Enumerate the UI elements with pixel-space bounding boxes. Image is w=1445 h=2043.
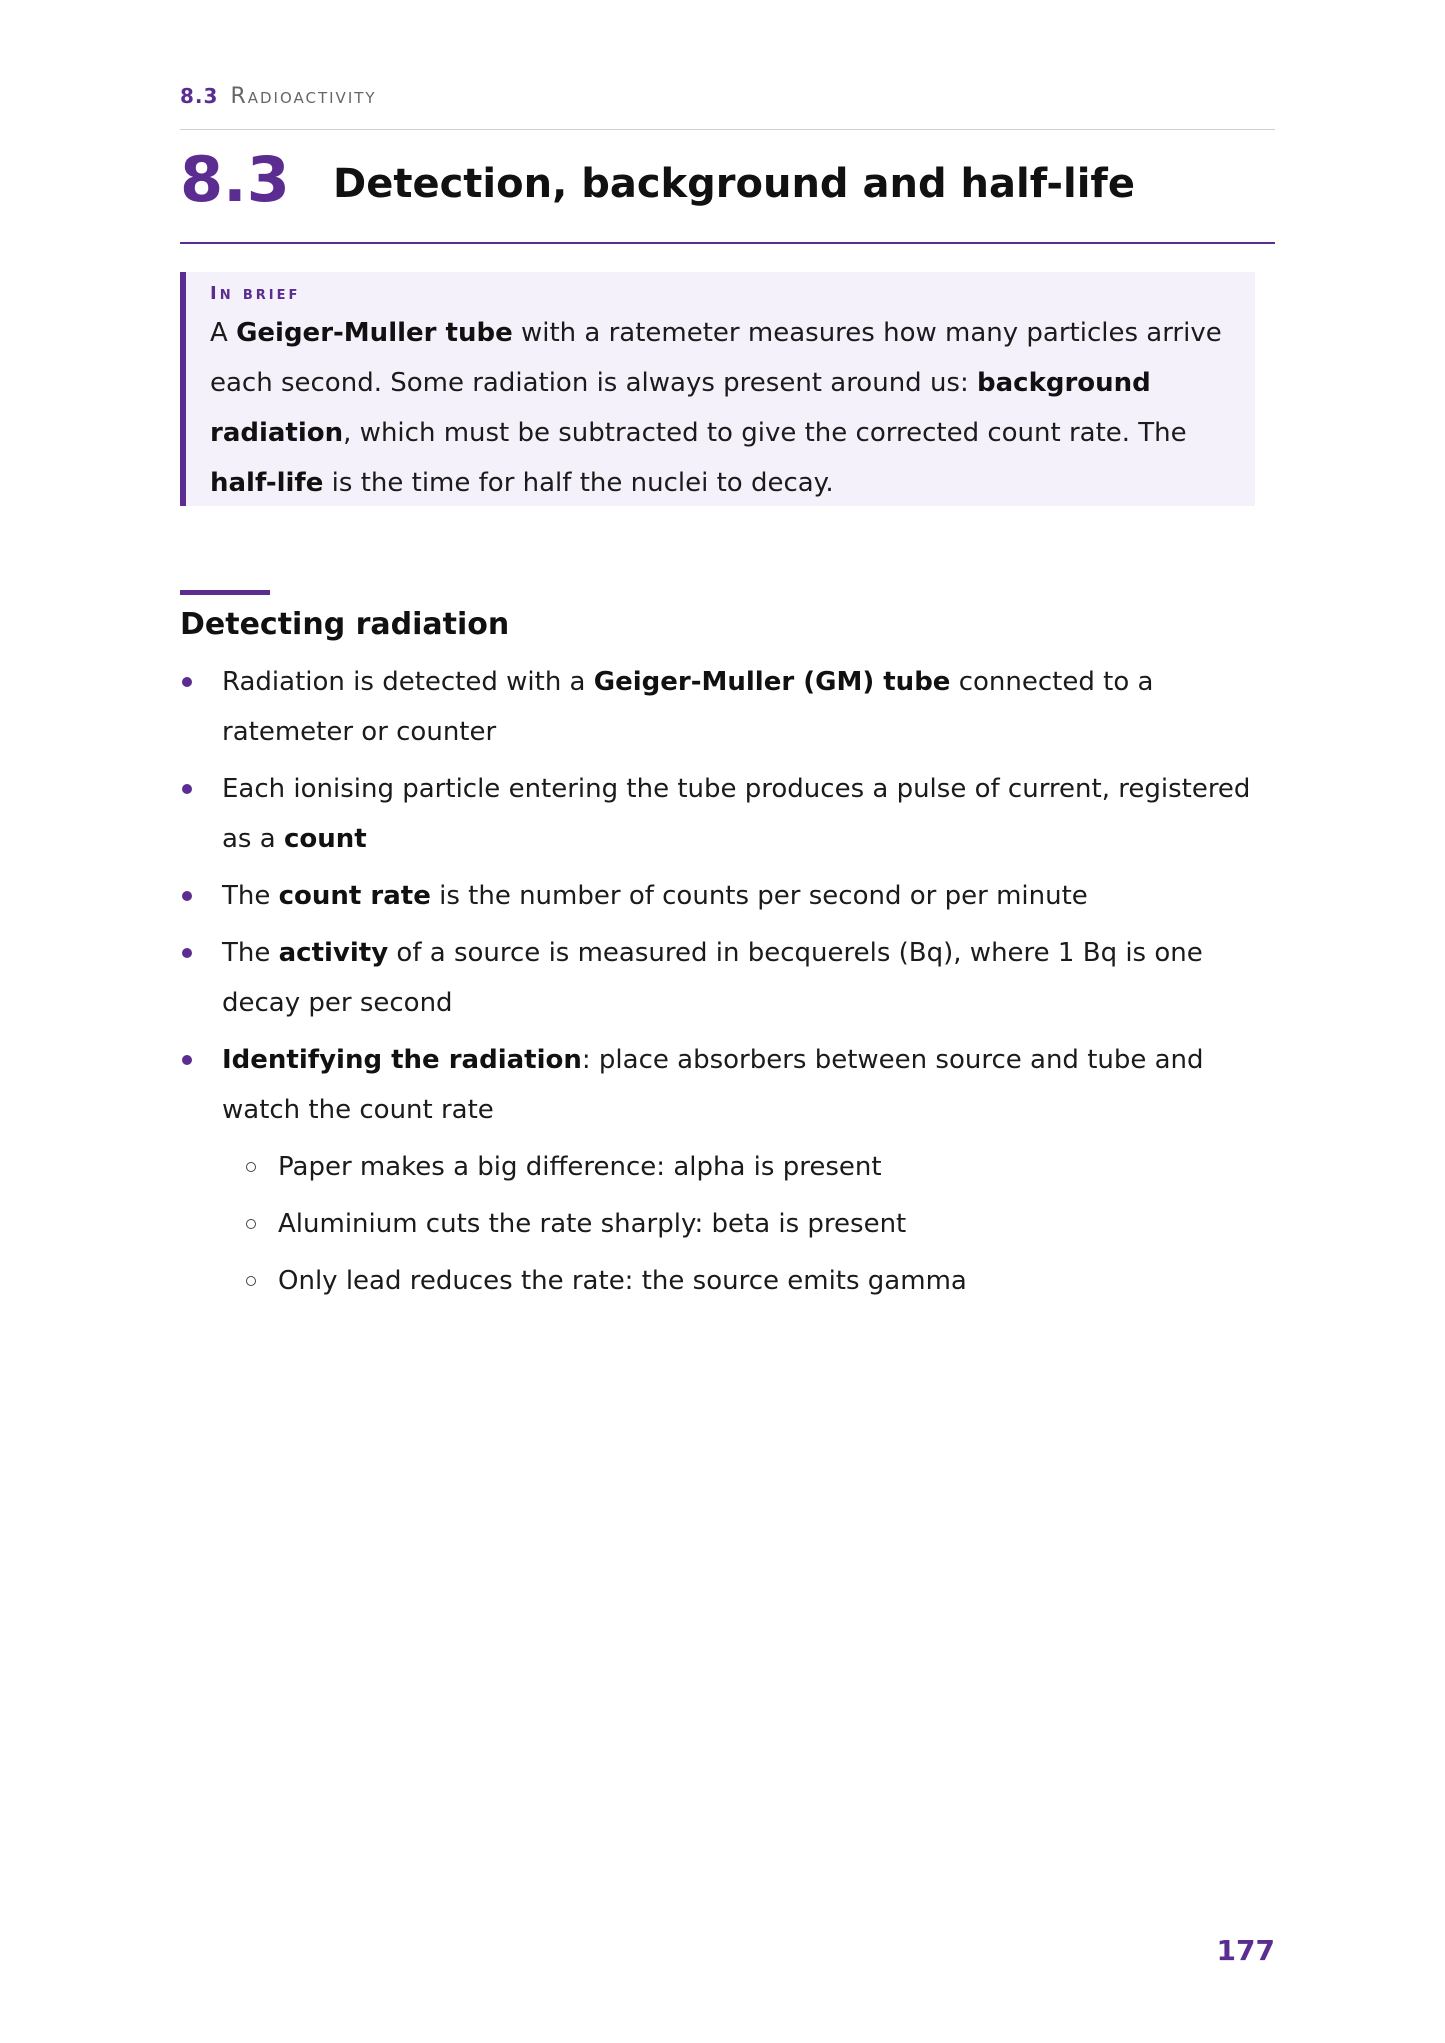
sub-bullet-list (222, 1142, 1275, 1306)
hollow-bullet-icon (246, 1276, 256, 1286)
text: is the time for half the nuclei to decay. (323, 468, 834, 498)
bullet-list (180, 657, 1275, 1313)
term: count (283, 824, 367, 854)
list-item (180, 657, 1275, 757)
list-item (180, 928, 1275, 1028)
text: connected to a ratemeter or counter (222, 667, 1154, 747)
section-title (180, 138, 1275, 238)
term: Geiger-Muller (GM) tube (593, 667, 951, 697)
term: activity (278, 938, 389, 968)
text: A (210, 318, 237, 348)
hollow-bullet-icon (246, 1162, 256, 1172)
list-item (180, 764, 1275, 864)
text: Radiation is detected with a (222, 667, 594, 697)
page-number: 177 (1216, 1934, 1275, 1967)
in-brief-text (210, 308, 1235, 508)
term: count rate (278, 881, 431, 911)
running-head-chapter: Radioactivity (230, 84, 377, 109)
text: Each ionising particle entering the tube produces a pulse of current, registered as a (222, 774, 1251, 854)
text: The (222, 881, 279, 911)
list-item (180, 1035, 1275, 1306)
bullet-icon (182, 948, 192, 958)
in-brief-label: In brief (210, 283, 301, 304)
text: with a ratemeter measures how many particles arrive each second. Some radiation is always present around us: (210, 318, 1222, 398)
subsection-heading: Detecting radiation (180, 607, 510, 642)
sub-list-item (222, 1199, 1275, 1249)
text: , which must be subtracted to give the corrected count rate. The (343, 418, 1187, 448)
title-divider (180, 242, 1275, 244)
bullet-icon (182, 677, 192, 687)
header-divider (180, 129, 1275, 130)
term-geiger-muller-tube: Geiger-Muller tube (236, 318, 513, 348)
sub-list-item (222, 1142, 1275, 1192)
text: The (222, 938, 279, 968)
running-head (180, 84, 377, 109)
page-title: Detection, background and half-life (333, 161, 1135, 207)
bullet-icon (182, 1055, 192, 1065)
sub-list-item (222, 1256, 1275, 1306)
text: Paper makes a big difference: alpha is present (278, 1152, 882, 1182)
running-head-number: 8.3 (180, 84, 219, 108)
bullet-icon (182, 891, 192, 901)
bullet-icon (182, 784, 192, 794)
text: : place absorbers between source and tube and watch the count rate (222, 1045, 1204, 1125)
text: of a source is measured in becquerels (Bq), where 1 Bq is one decay per second (222, 938, 1203, 1018)
text: Aluminium cuts the rate sharply: beta is present (278, 1209, 907, 1239)
term-background-radiation: background radiation (210, 368, 1151, 448)
heading-accent-bar (180, 590, 270, 595)
term: Identifying the radiation (222, 1045, 582, 1075)
section-number: 8.3 (180, 143, 290, 216)
hollow-bullet-icon (246, 1219, 256, 1229)
term-half-life: half-life (210, 468, 324, 498)
in-brief-box (180, 272, 1255, 506)
list-item (180, 871, 1275, 921)
text: is the number of counts per second or per minute (430, 881, 1088, 911)
text: Only lead reduces the rate: the source emits gamma (278, 1266, 967, 1296)
